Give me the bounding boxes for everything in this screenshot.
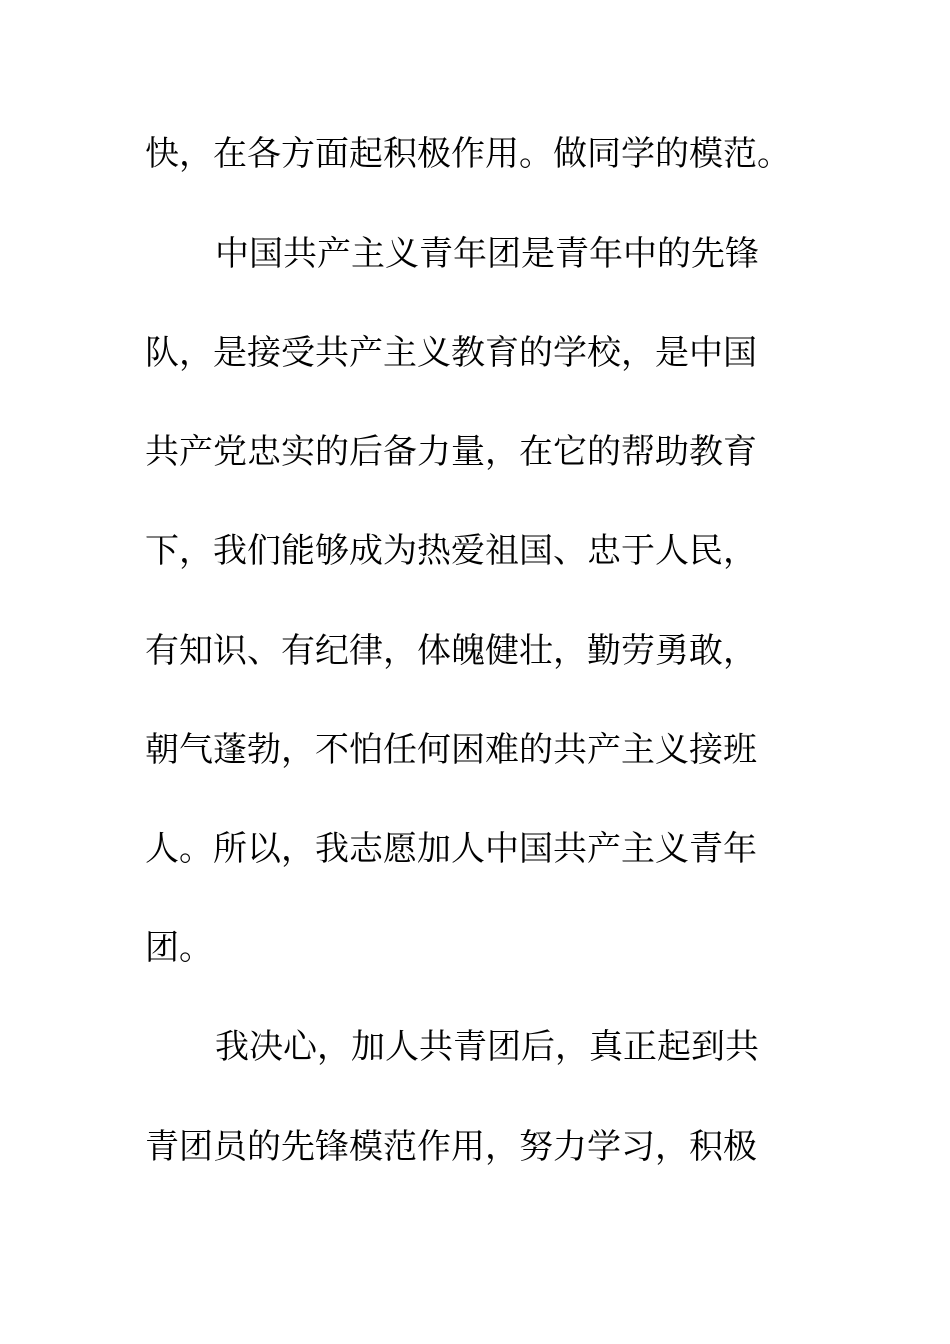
text-line-11: 青团员的先锋模范作用，努力学习，积极	[145, 1127, 757, 1167]
text-line-4: 共产党忠实的后备力量，在它的帮助教育	[145, 432, 757, 472]
text-line-7: 朝气蓬勃，不怕任何困难的共产主义接班	[145, 730, 757, 770]
text-line-6: 有知识、有纪律，体魄健壮，勤劳勇敢，	[145, 631, 757, 671]
text-line-9: 团。	[145, 928, 213, 968]
text-line-1: 快，在各方面起积极作用。做同学的模范。	[145, 134, 791, 174]
text-line-2-paragraph-start: 中国共产主义青年团是青年中的先锋	[215, 234, 759, 274]
text-line-10-paragraph-start: 我决心，加人共青团后，真正起到共	[215, 1027, 759, 1067]
text-line-3: 队，是接受共产主义教育的学校，是中国	[145, 333, 757, 373]
text-line-8: 人。所以，我志愿加人中国共产主义青年	[145, 829, 757, 869]
text-line-5: 下，我们能够成为热爱祖国、忠于人民，	[145, 531, 757, 571]
